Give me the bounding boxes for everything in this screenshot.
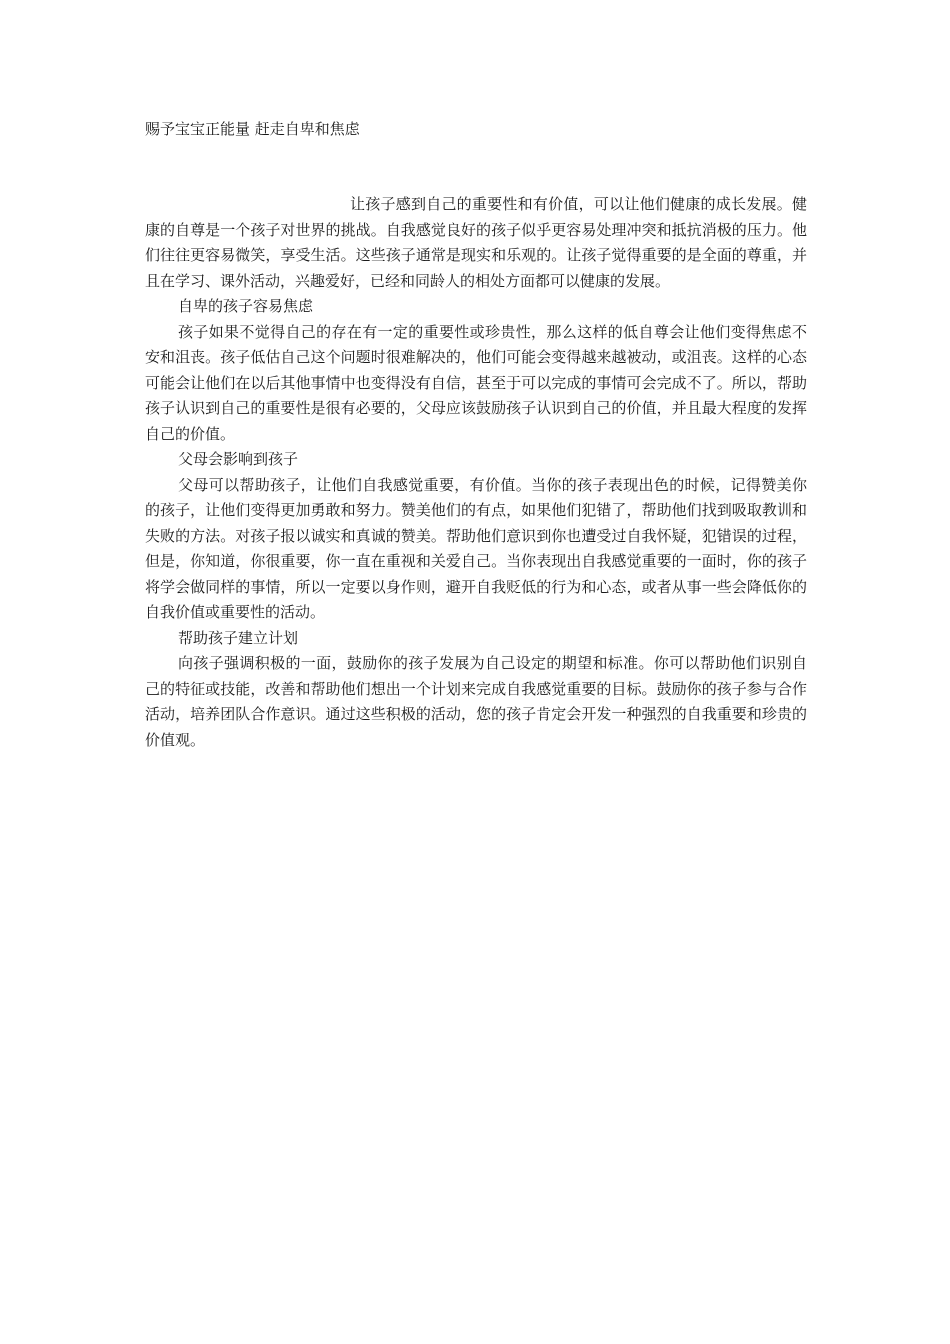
section-paragraph-anxiety: 孩子如果不觉得自己的存在有一定的重要性或珍贵性，那么这样的低自尊会让他们变得焦虑不安和沮丧。孩子低估自己这个问题时很难解决的，他们可能会变得越来越被动，或沮丧。这样的心态可能会让他们在以后其他事情中也变得没有自信，甚至于可以完成的事情可会完成不了。所以，帮助孩子认识到自己的重要性是很有必要的，父母应该鼓励孩子认识到自己的价值，并且最大程度的发挥自己的价值。 [145,322,807,443]
intro-paragraph: 让孩子感到自己的重要性和有价值，可以让他们健康的成长发展。健康的自尊是一个孩子对世界的挑战。自我感觉良好的孩子似乎更容易处理冲突和抵抗消极的压力。他们往往更容易微笑，享受生活。这些孩子通常是现实和乐观的。让孩子觉得重要的是全面的尊重，并且在学习、课外活动，兴趣爱好，已经和同龄人的相处方面都可以健康的发展。 [145,195,807,290]
section-heading-anxiety: 自卑的孩子容易焦虑 [178,297,314,315]
document-body [145,192,807,753]
section-paragraph-parents: 父母可以帮助孩子，让他们自我感觉重要，有价值。当你的孩子表现出色的时候，记得赞美你的孩子，让他们变得更加勇敢和努力。赞美他们的有点，如果他们犯错了，帮助他们找到吸取教训和失败的方法。对孩子报以诚实和真诚的赞美。帮助他们意识到你也遭受过自我怀疑，犯错误的过程，但是，你知道，你很重要，你一直在重视和关爱自己。当你表现出自我感觉重要的一面时，你的孩子将学会做同样的事情，所以一定要以身作则，避开自我贬低的行为和心态，或者从事一些会降低你的自我价值或重要性的活动。 [145,475,807,621]
section-heading-parents: 父母会影响到孩子 [178,450,299,468]
document-title: 赐予宝宝正能量 赶走自卑和焦虑 [145,120,360,138]
section-heading-plan: 帮助孩子建立计划 [178,628,299,647]
section-paragraph-plan: 向孩子强调积极的一面，鼓励你的孩子发展为自己设定的期望和标准。你可以帮助他们识别自己的特征或技能，改善和帮助他们想出一个计划来完成自我感觉重要的目标。鼓励你的孩子参与合作活动，培养团队合作意识。通过这些积极的活动，您的孩子肯定会开发一种强烈的自我重要和珍贵的价值观。 [145,654,807,749]
